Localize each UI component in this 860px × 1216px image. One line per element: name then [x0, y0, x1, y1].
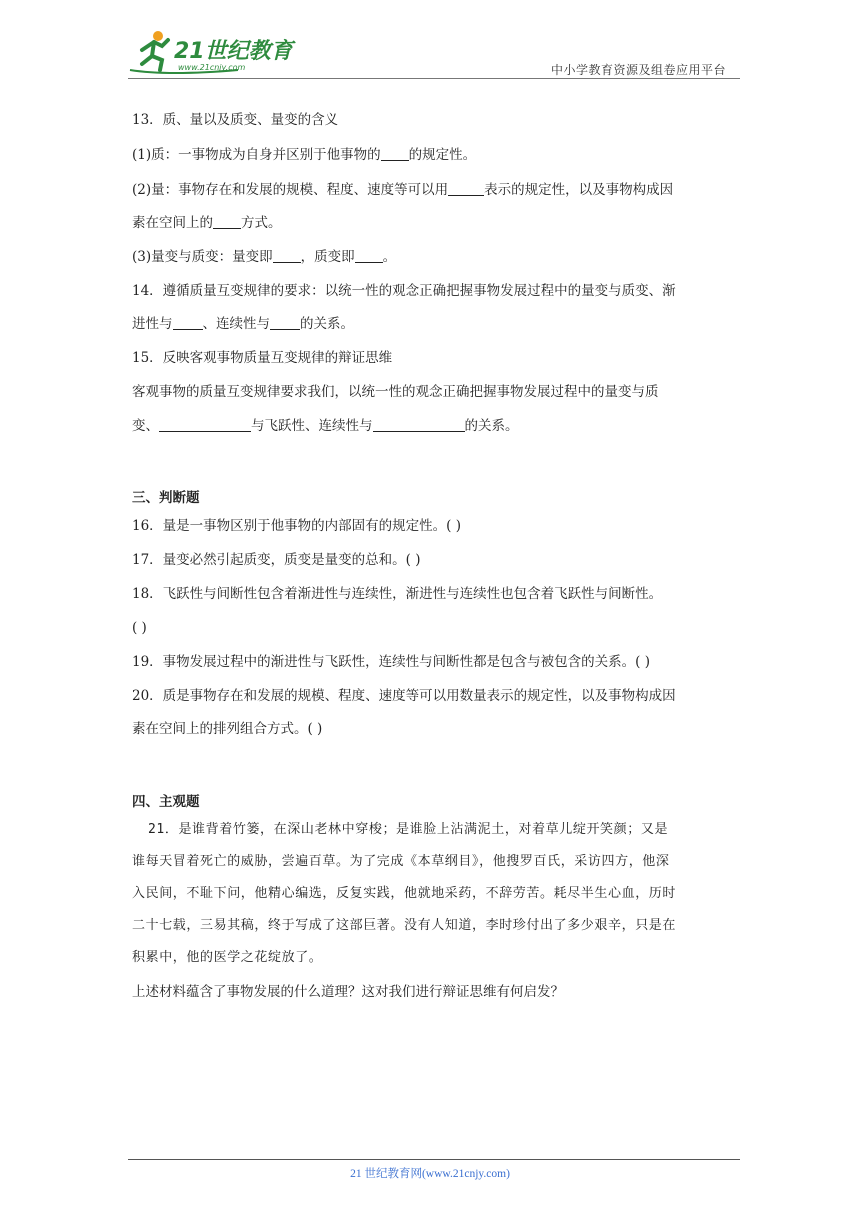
q21-line: 入民间，不耻下问，他精心编选，反复实践，他就地采药，不辞劳苦。耗尽半生心血，历时: [132, 886, 677, 901]
q13-2: (2)量：事物存在和发展的规模、程度、速度等可以用 表示的规定性，以及事物构成因: [132, 182, 674, 198]
section-heading-subjective: 四、主观题: [132, 794, 200, 810]
q15-title: 15．反映客观事物质量互变规律的辩证思维: [132, 350, 393, 366]
q15-a: 客观事物的质量互变规律要求我们，以统一性的观念正确把握事物发展过程中的量变与质: [132, 384, 659, 400]
answer-blank[interactable]: [173, 315, 203, 330]
q15-b: 变、 与飞跃性、连续性与 的关系。: [132, 418, 519, 434]
section-heading-judge: 三、判断题: [132, 490, 200, 506]
logo-runner-icon: [128, 30, 298, 76]
answer-blank[interactable]: [273, 248, 301, 263]
answer-blank[interactable]: [355, 248, 383, 263]
platform-label: 中小学教育资源及组卷应用平台: [550, 63, 726, 77]
q20-b: 素在空间上的排列组合方式。( ): [132, 721, 323, 737]
answer-blank[interactable]: [373, 417, 465, 432]
svg-text:21世纪教育: 21世纪教育: [174, 39, 293, 64]
q21-line: 谁每天冒着死亡的威胁，尝遍百草。为了完成《本草纲目》，他搜罗百氏，采访四方，他深: [132, 854, 670, 869]
q17: 17．量变必然引起质变，质变是量变的总和。( ): [132, 552, 421, 568]
site-logo: [128, 30, 298, 76]
q14-a: 14．遵循质量互变规律的要求：以统一性的观念正确把握事物发展过程中的量变与质变、渐: [132, 283, 676, 299]
q18-a: 18．飞跃性与间断性包含着渐进性与连续性，渐进性与连续性也包含着飞跃性与间断性。: [132, 586, 663, 602]
answer-blank[interactable]: [213, 214, 241, 229]
answer-blank[interactable]: [159, 417, 251, 432]
header-divider: [128, 78, 740, 79]
q21-line: 二十七载，三易其稿，终于写成了这部巨著。没有人知道，李时珍付出了多少艰辛，只是在: [132, 918, 677, 933]
q13-1: (1)质：一事物成为自身并区别于他事物的 的规定性。: [132, 147, 477, 163]
q13-title: 13．质、量以及质变、量变的含义: [132, 112, 339, 128]
q16: 16．量是一事物区别于他事物的内部固有的规定性。( ): [132, 518, 462, 534]
q18-b: ( ): [132, 620, 147, 636]
q13-3: (3)量变与质变：量变即 ，质变即 。: [132, 249, 397, 265]
answer-blank[interactable]: [381, 146, 409, 161]
q19: 19．事物发展过程中的渐进性与飞跃性，连续性与间断性都是包含与被包含的关系。( ): [132, 654, 651, 670]
answer-blank[interactable]: [270, 315, 300, 330]
svg-text:www.21cnjy.com: www.21cnjy.com: [178, 63, 246, 72]
footer-divider: [128, 1159, 740, 1160]
q20-a: 20．质是事物存在和发展的规模、程度、速度等可以用数量表示的规定性，以及事物构成因: [132, 688, 676, 704]
answer-blank[interactable]: [448, 181, 484, 196]
q21-line: 积累中，他的医学之花绽放了。: [132, 950, 323, 965]
footer-link[interactable]: 21 世纪教育网(www.21cnjy.com): [350, 1168, 510, 1180]
q13-2-cont: 素在空间上的 方式。: [132, 215, 282, 231]
page-header: [128, 30, 740, 80]
q21-question: 上述材料蕴含了事物发展的什么道理？这对我们进行辩证思维有何启发？: [132, 984, 564, 1000]
q21-line: 21．是谁背着竹篓，在深山老林中穿梭；是谁脸上沾满泥土，对着草儿绽开笑颜；又是: [148, 822, 669, 837]
q14-b: 进性与 、连续性与 的关系。: [132, 316, 354, 332]
